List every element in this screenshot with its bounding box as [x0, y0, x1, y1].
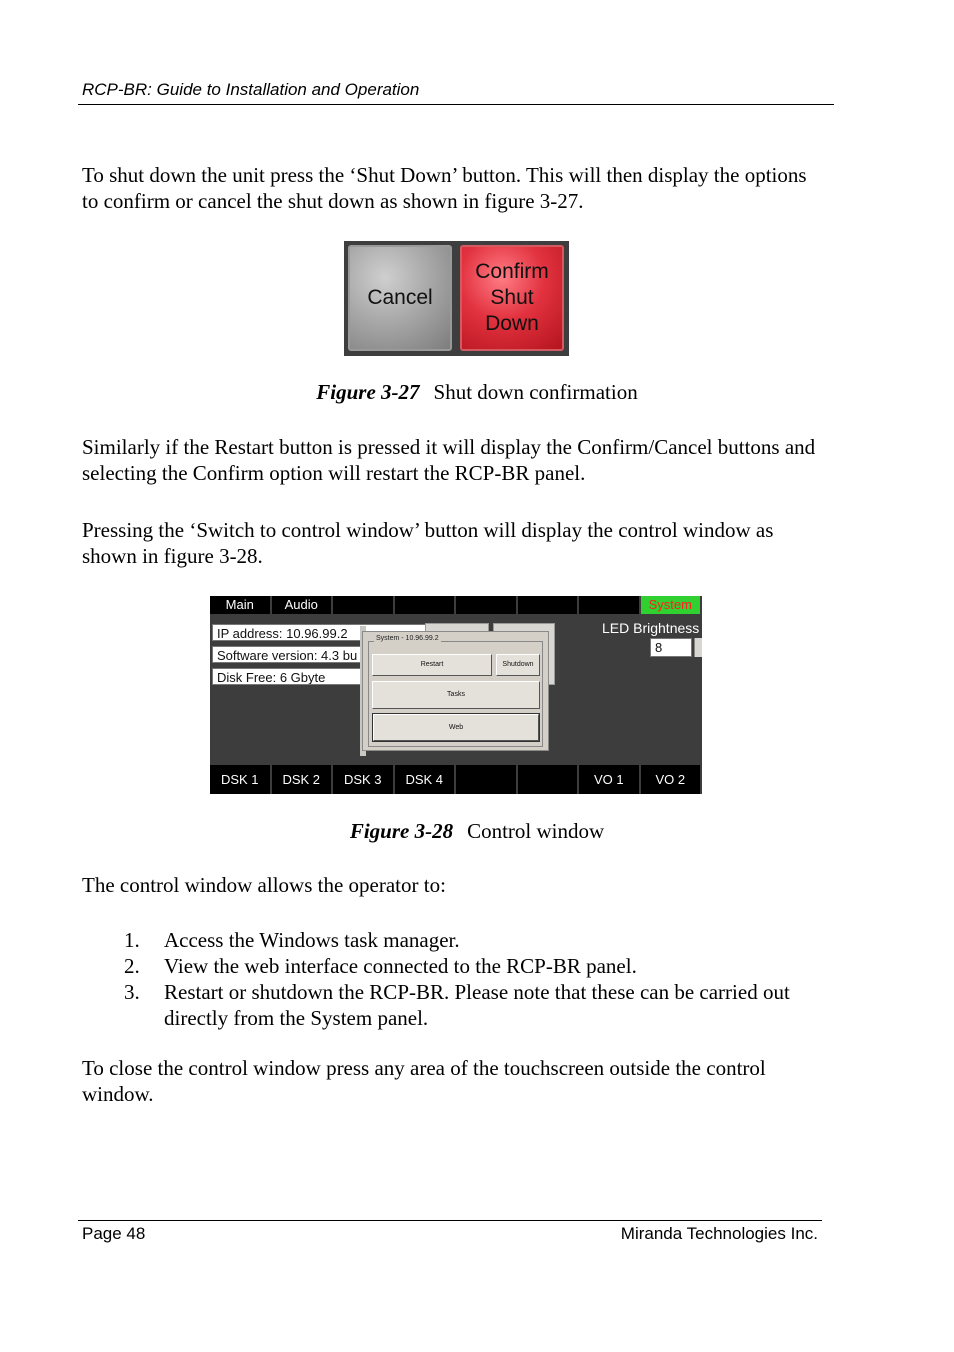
list-item — [124, 953, 854, 979]
restart-button[interactable]: Restart — [372, 654, 492, 676]
paragraph-restart: Similarly if the Restart button is pressed it will display the Confirm/Cancel buttons and selecting the Confirm option will restart the RCP-BR panel. — [82, 435, 816, 485]
figure-shutdown-confirmation — [344, 241, 569, 356]
confirm-shutdown-label: Confirm Shut Down — [475, 260, 549, 335]
disk-free-field: Disk Free: 6 Gbyte — [212, 668, 427, 685]
figure-28-number: Figure 3-28 — [349, 819, 454, 843]
operator-list — [124, 927, 854, 1031]
shutdown-button[interactable]: Shutdown — [496, 654, 540, 676]
system-dialog — [362, 631, 549, 751]
led-brightness-label: LED Brightness — [602, 620, 700, 636]
paragraph-close-window: To close the control window press any area of the touchscreen outside the control window. — [82, 1056, 766, 1106]
figure-control-window — [210, 596, 702, 794]
figure-27-number: Figure 3-27 — [316, 380, 420, 404]
led-brightness-spinner[interactable] — [694, 638, 702, 657]
tab-empty[interactable] — [456, 596, 518, 614]
tab-empty[interactable] — [395, 596, 457, 614]
paragraph-control-window: Pressing the ‘Switch to control window’ button will display the control window as shown in figure 3-28. — [82, 518, 774, 568]
software-version-field: Software version: 4.3 bu — [212, 646, 427, 663]
running-header: RCP-BR: Guide to Installation and Operation — [82, 80, 420, 99]
list-number: 3. — [124, 980, 140, 1004]
tab-empty[interactable] — [456, 765, 518, 794]
paragraph-shutdown-intro: To shut down the unit press the ‘Shut Down’ button. This will then display the options to confirm or cancel the shut down as shown in figure 3-27. — [82, 163, 807, 213]
footer-rule — [78, 1220, 822, 1221]
top-tab-bar — [210, 596, 702, 614]
figure-27-caption — [0, 380, 954, 405]
tab-dsk-1[interactable]: DSK 1 — [210, 765, 272, 794]
list-text: Access the Windows task manager. — [164, 928, 460, 952]
tasks-button[interactable]: Tasks — [372, 681, 540, 709]
list-item — [124, 979, 854, 1031]
page-number: Page 48 — [82, 1224, 146, 1243]
tab-dsk-4[interactable]: DSK 4 — [395, 765, 457, 794]
list-item — [124, 927, 854, 953]
cancel-button[interactable]: Cancel — [348, 245, 452, 351]
tab-empty[interactable] — [518, 596, 580, 614]
ip-address-field: IP address: 10.96.99.2 — [212, 624, 427, 641]
list-text: View the web interface connected to the RCP-BR panel. — [164, 954, 637, 978]
tab-vo-2[interactable]: VO 2 — [641, 765, 703, 794]
tab-dsk-3[interactable]: DSK 3 — [333, 765, 395, 794]
tab-dsk-2[interactable]: DSK 2 — [272, 765, 334, 794]
paragraph-operator-intro: The control window allows the operator to: — [82, 873, 446, 897]
tab-empty[interactable] — [518, 765, 580, 794]
tab-main[interactable]: Main — [210, 596, 272, 614]
led-brightness-input[interactable]: 8 — [650, 638, 692, 657]
list-number: 1. — [124, 928, 140, 952]
tab-audio[interactable]: Audio — [272, 596, 334, 614]
list-text: Restart or shutdown the RCP-BR. Please note that these can be carried out directly from the System panel. — [164, 980, 790, 1030]
tab-empty[interactable] — [579, 596, 641, 614]
tab-vo-1[interactable]: VO 1 — [579, 765, 641, 794]
company-name: Miranda Technologies Inc. — [620, 1224, 818, 1243]
bottom-tab-bar — [210, 765, 702, 794]
figure-28-caption — [0, 819, 954, 844]
tab-empty[interactable] — [333, 596, 395, 614]
web-button[interactable]: Web — [373, 714, 539, 741]
figure-28-caption-text: Control window — [467, 819, 605, 843]
header-rule — [78, 104, 834, 105]
system-group-title: System - 10.96.99.2 — [376, 635, 439, 642]
figure-27-caption-text: Shut down confirmation — [433, 380, 638, 404]
tab-system[interactable]: System — [641, 596, 703, 614]
list-number: 2. — [124, 954, 140, 978]
confirm-shutdown-button[interactable] — [460, 245, 564, 351]
